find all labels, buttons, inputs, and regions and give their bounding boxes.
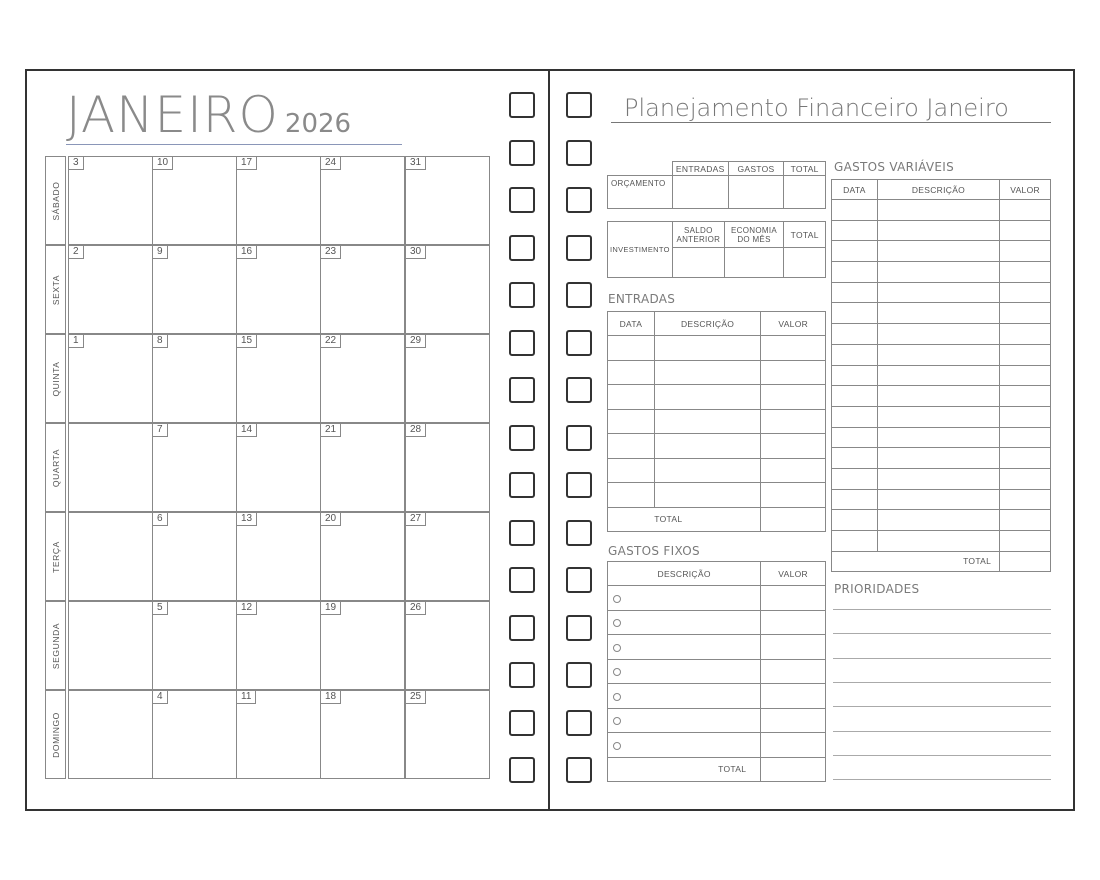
- calendar-row: [45, 156, 490, 245]
- calendar-row: [45, 601, 490, 690]
- calendar-day-cell[interactable]: [152, 245, 237, 334]
- gasto-variavel-descricao-cell[interactable]: [877, 448, 999, 469]
- binder-ring: [509, 710, 535, 736]
- gasto-variavel-data-cell[interactable]: [832, 386, 878, 407]
- gasto-variavel-data-cell[interactable]: [832, 262, 878, 283]
- gasto-variavel-row: [832, 200, 1051, 221]
- gastos-fixos-total-label: TOTAL: [608, 757, 761, 781]
- gasto-variavel-row: [832, 386, 1051, 407]
- binder-ring: [566, 615, 592, 641]
- investment-table: [607, 221, 826, 278]
- date-number: 17: [237, 157, 257, 170]
- gasto-variavel-row: [832, 324, 1051, 345]
- gasto-variavel-descricao-cell[interactable]: [877, 344, 999, 365]
- budget-row-label: ORÇAMENTO: [608, 176, 673, 209]
- prioridades-label: PRIORIDADES: [834, 582, 920, 596]
- gasto-variavel-row: [832, 531, 1051, 552]
- date-number: 22: [321, 335, 341, 348]
- gasto-variavel-valor-cell[interactable]: [1000, 386, 1051, 407]
- gasto-variavel-data-cell[interactable]: [832, 200, 878, 221]
- entradas-header-data: DATA: [608, 312, 655, 336]
- binder-ring: [509, 282, 535, 308]
- calendar-day-cell[interactable]: [236, 245, 321, 334]
- calendar-day-cell[interactable]: [236, 601, 321, 690]
- entrada-descricao-cell[interactable]: [654, 360, 761, 385]
- date-number: 28: [406, 424, 426, 437]
- gastos-fixos-total-row: [608, 757, 826, 781]
- entrada-valor-cell[interactable]: [761, 409, 826, 434]
- calendar-day-cell[interactable]: [320, 245, 405, 334]
- gasto-variavel-data-cell[interactable]: [832, 344, 878, 365]
- gasto-fixo-valor-cell[interactable]: [761, 635, 826, 660]
- gastos-fixos-header-valor: VALOR: [761, 562, 826, 586]
- gasto-variavel-data-cell[interactable]: [832, 220, 878, 241]
- gasto-variavel-data-cell[interactable]: [832, 427, 878, 448]
- gasto-variavel-data-cell[interactable]: [832, 282, 878, 303]
- binder-ring: [509, 615, 535, 641]
- budget-header-total: TOTAL: [784, 162, 826, 176]
- gasto-fixo-descricao-cell[interactable]: [608, 684, 761, 709]
- calendar-day-cell[interactable]: [152, 601, 237, 690]
- date-number: 26: [406, 602, 426, 615]
- gasto-variavel-row: [832, 344, 1051, 365]
- weekday-text: TERÇA: [50, 540, 61, 573]
- gasto-variavel-descricao-cell[interactable]: [877, 468, 999, 489]
- entrada-valor-cell[interactable]: [761, 483, 826, 508]
- prioridade-line[interactable]: [833, 658, 1051, 659]
- gasto-variavel-valor-cell[interactable]: [1000, 241, 1051, 262]
- gasto-variavel-descricao-cell[interactable]: [877, 262, 999, 283]
- entradas-header-valor: VALOR: [761, 312, 826, 336]
- date-number: 20: [321, 513, 341, 526]
- date-number: 23: [321, 246, 341, 259]
- gastos-fixos-label: GASTOS FIXOS: [608, 544, 700, 558]
- calendar-row: [45, 690, 490, 779]
- date-number: 24: [321, 157, 341, 170]
- checkbox-circle-icon[interactable]: [613, 619, 621, 627]
- investment-economia-cell[interactable]: [724, 248, 784, 278]
- gasto-variavel-data-cell[interactable]: [832, 406, 878, 427]
- entrada-row: [608, 434, 826, 459]
- gasto-variavel-descricao-cell[interactable]: [877, 220, 999, 241]
- entrada-row: [608, 385, 826, 410]
- gasto-fixo-descricao-cell[interactable]: [608, 610, 761, 635]
- gasto-variavel-descricao-cell[interactable]: [877, 303, 999, 324]
- binder-ring: [509, 235, 535, 261]
- calendar-day-cell[interactable]: [320, 423, 405, 512]
- entrada-valor-cell[interactable]: [761, 360, 826, 385]
- binder-ring: [566, 330, 592, 356]
- checkbox-circle-icon[interactable]: [613, 742, 621, 750]
- entrada-data-cell[interactable]: [608, 360, 655, 385]
- gasto-variavel-valor-cell[interactable]: [1000, 282, 1051, 303]
- date-number: 14: [237, 424, 257, 437]
- gasto-variavel-valor-cell[interactable]: [1000, 468, 1051, 489]
- weekday-text: QUINTA: [50, 360, 61, 397]
- date-number: 13: [237, 513, 257, 526]
- calendar-day-cell[interactable]: [68, 245, 153, 334]
- prioridade-line[interactable]: [833, 731, 1051, 732]
- date-number: 10: [153, 157, 173, 170]
- gastos-variaveis-total-label: TOTAL: [832, 551, 1000, 571]
- gasto-variavel-row: [832, 489, 1051, 510]
- gasto-variavel-valor-cell[interactable]: [1000, 448, 1051, 469]
- gasto-variavel-descricao-cell[interactable]: [877, 489, 999, 510]
- calendar-day-cell[interactable]: [236, 423, 321, 512]
- gastos-variaveis-total-row: [832, 551, 1051, 571]
- date-number: 7: [153, 424, 168, 437]
- entrada-row: [608, 458, 826, 483]
- gastos-fixos-table: [607, 561, 826, 782]
- calendar-day-cell[interactable]: [320, 156, 405, 245]
- gasto-fixo-valor-cell[interactable]: [761, 659, 826, 684]
- date-number: 5: [153, 602, 168, 615]
- date-number: 2: [69, 246, 84, 259]
- calendar-day-cell[interactable]: [236, 512, 321, 601]
- entradas-total-value[interactable]: [761, 507, 826, 531]
- gasto-fixo-valor-cell[interactable]: [761, 708, 826, 733]
- gasto-variavel-valor-cell[interactable]: [1000, 365, 1051, 386]
- weekday-text: SEGUNDA: [50, 622, 61, 669]
- calendar-row: [45, 423, 490, 512]
- binder-ring: [509, 330, 535, 356]
- binder-ring: [566, 472, 592, 498]
- gasto-variavel-valor-cell[interactable]: [1000, 344, 1051, 365]
- checkbox-circle-icon[interactable]: [613, 595, 621, 603]
- weekday-text: QUARTA: [50, 448, 61, 487]
- gasto-fixo-descricao-cell[interactable]: [608, 659, 761, 684]
- budget-entradas-cell[interactable]: [672, 176, 728, 209]
- binder-ring: [509, 662, 535, 688]
- date-number: 30: [406, 246, 426, 259]
- date-number: 18: [321, 691, 341, 704]
- entrada-valor-cell[interactable]: [761, 336, 826, 361]
- calendar-day-cell[interactable]: [405, 512, 490, 601]
- gasto-variavel-valor-cell[interactable]: [1000, 324, 1051, 345]
- gasto-variavel-data-cell[interactable]: [832, 303, 878, 324]
- gasto-fixo-row: [608, 635, 826, 660]
- gasto-variavel-row: [832, 220, 1051, 241]
- gasto-fixo-valor-cell[interactable]: [761, 586, 826, 611]
- gasto-variavel-valor-cell[interactable]: [1000, 510, 1051, 531]
- date-number: 11: [237, 691, 256, 704]
- calendar-day-cell[interactable]: [405, 423, 490, 512]
- date-number: 27: [406, 513, 426, 526]
- gasto-variavel-descricao-cell[interactable]: [877, 200, 999, 221]
- entrada-row: [608, 483, 826, 508]
- calendar-day-cell[interactable]: [236, 156, 321, 245]
- calendar-day-cell[interactable]: [68, 512, 153, 601]
- calendar-day-cell[interactable]: [68, 334, 153, 423]
- gasto-variavel-row: [832, 510, 1051, 531]
- gasto-variavel-data-cell[interactable]: [832, 489, 878, 510]
- gasto-variavel-descricao-cell[interactable]: [877, 510, 999, 531]
- gasto-fixo-descricao-cell[interactable]: [608, 733, 761, 758]
- calendar-row: [45, 245, 490, 334]
- binder-ring: [509, 520, 535, 546]
- budget-total-cell[interactable]: [784, 176, 826, 209]
- weekday-label: [45, 512, 66, 601]
- gasto-variavel-valor-cell[interactable]: [1000, 303, 1051, 324]
- binder-ring: [566, 757, 592, 783]
- gasto-variavel-valor-cell[interactable]: [1000, 427, 1051, 448]
- gasto-variavel-row: [832, 448, 1051, 469]
- gasto-fixo-descricao-cell[interactable]: [608, 635, 761, 660]
- binder-ring: [566, 710, 592, 736]
- entradas-label: ENTRADAS: [608, 292, 676, 306]
- gasto-variavel-data-cell[interactable]: [832, 468, 878, 489]
- date-number: 16: [237, 246, 257, 259]
- gastos-variaveis-label: GASTOS VARIÁVEIS: [834, 160, 955, 174]
- calendar-day-cell[interactable]: [320, 601, 405, 690]
- gasto-fixo-valor-cell[interactable]: [761, 610, 826, 635]
- investment-header-total: TOTAL: [784, 222, 826, 248]
- calendar-day-cell[interactable]: [320, 334, 405, 423]
- checkbox-circle-icon[interactable]: [613, 668, 621, 676]
- date-number: 29: [406, 335, 426, 348]
- binder-ring: [509, 567, 535, 593]
- gasto-variavel-data-cell[interactable]: [832, 510, 878, 531]
- binder-ring: [566, 662, 592, 688]
- gasto-variavel-data-cell[interactable]: [832, 241, 878, 262]
- binder-ring: [509, 757, 535, 783]
- calendar-day-cell[interactable]: [405, 334, 490, 423]
- gasto-variavel-descricao-cell[interactable]: [877, 282, 999, 303]
- weekday-text: SEXTA: [50, 274, 61, 305]
- date-number: 21: [321, 424, 341, 437]
- entrada-row: [608, 336, 826, 361]
- date-number: 1: [69, 335, 84, 348]
- gastos-variaveis-header-data: DATA: [832, 180, 878, 200]
- calendar-day-cell[interactable]: [320, 512, 405, 601]
- entradas-total-row: [608, 507, 826, 531]
- calendar-day-cell[interactable]: [68, 423, 153, 512]
- gasto-fixo-row: [608, 586, 826, 611]
- calendar-day-cell[interactable]: [236, 690, 321, 779]
- binder-ring: [566, 187, 592, 213]
- investment-saldo-cell[interactable]: [672, 248, 724, 278]
- entrada-descricao-cell[interactable]: [654, 483, 761, 508]
- gasto-variavel-descricao-cell[interactable]: [877, 427, 999, 448]
- gasto-fixo-valor-cell[interactable]: [761, 733, 826, 758]
- checkbox-circle-icon[interactable]: [613, 717, 621, 725]
- entradas-header-descricao: DESCRIÇÃO: [654, 312, 761, 336]
- calendar-day-cell[interactable]: [152, 156, 237, 245]
- date-number: 3: [69, 157, 84, 170]
- weekday-text: DOMINGO: [50, 711, 61, 758]
- gasto-variavel-descricao-cell[interactable]: [877, 241, 999, 262]
- finance-title: Planejamento Financeiro Janeiro: [624, 94, 1009, 122]
- binder-ring: [509, 472, 535, 498]
- checkbox-circle-icon[interactable]: [613, 693, 621, 701]
- entrada-descricao-cell[interactable]: [654, 434, 761, 459]
- gasto-fixo-row: [608, 659, 826, 684]
- gasto-variavel-valor-cell[interactable]: [1000, 220, 1051, 241]
- binder-ring: [509, 187, 535, 213]
- entrada-valor-cell[interactable]: [761, 385, 826, 410]
- budget-table: [607, 161, 826, 209]
- calendar-row: [45, 512, 490, 601]
- gasto-variavel-data-cell[interactable]: [832, 531, 878, 552]
- gastos-variaveis-header-valor: VALOR: [1000, 180, 1051, 200]
- binder-ring: [566, 282, 592, 308]
- budget-gastos-cell[interactable]: [728, 176, 784, 209]
- gasto-variavel-valor-cell[interactable]: [1000, 489, 1051, 510]
- finance-title-underline: [611, 122, 1051, 123]
- calendar-day-cell[interactable]: [405, 690, 490, 779]
- date-number: 8: [153, 335, 168, 348]
- binder-ring: [566, 92, 592, 118]
- entrada-valor-cell[interactable]: [761, 458, 826, 483]
- binder-ring: [509, 92, 535, 118]
- investment-header-economia: ECONOMIA DO MÊS: [724, 222, 784, 248]
- budget-header-gastos: GASTOS: [728, 162, 784, 176]
- gasto-variavel-data-cell[interactable]: [832, 324, 878, 345]
- checkbox-circle-icon[interactable]: [613, 644, 621, 652]
- gasto-variavel-row: [832, 262, 1051, 283]
- calendar-day-cell[interactable]: [152, 690, 237, 779]
- date-number: 15: [237, 335, 257, 348]
- gasto-variavel-descricao-cell[interactable]: [877, 324, 999, 345]
- gasto-variavel-valor-cell[interactable]: [1000, 406, 1051, 427]
- entrada-data-cell[interactable]: [608, 385, 655, 410]
- gastos-fixos-header-descricao: DESCRIÇÃO: [608, 562, 761, 586]
- gastos-variaveis-table: [831, 179, 1051, 572]
- month-heading: [66, 86, 351, 144]
- calendar-day-cell[interactable]: [405, 601, 490, 690]
- entrada-descricao-cell[interactable]: [654, 458, 761, 483]
- gasto-variavel-descricao-cell[interactable]: [877, 406, 999, 427]
- gasto-fixo-row: [608, 610, 826, 635]
- weekday-label: [45, 334, 66, 423]
- investment-total-cell[interactable]: [784, 248, 826, 278]
- binder-ring: [509, 425, 535, 451]
- binder-ring: [566, 140, 592, 166]
- gasto-variavel-valor-cell[interactable]: [1000, 200, 1051, 221]
- gasto-variavel-row: [832, 427, 1051, 448]
- planner-spine: [548, 69, 550, 811]
- gasto-fixo-valor-cell[interactable]: [761, 684, 826, 709]
- investment-header-saldo: SALDO ANTERIOR: [672, 222, 724, 248]
- calendar-day-cell[interactable]: [405, 156, 490, 245]
- binder-ring: [509, 377, 535, 403]
- prioridade-line[interactable]: [833, 779, 1051, 780]
- entrada-valor-cell[interactable]: [761, 434, 826, 459]
- entrada-data-cell[interactable]: [608, 434, 655, 459]
- prioridade-line[interactable]: [833, 682, 1051, 683]
- gasto-variavel-valor-cell[interactable]: [1000, 531, 1051, 552]
- binder-ring: [509, 140, 535, 166]
- gasto-variavel-descricao-cell[interactable]: [877, 531, 999, 552]
- gasto-fixo-row: [608, 684, 826, 709]
- month-title-underline: [66, 144, 402, 145]
- gasto-variavel-descricao-cell[interactable]: [877, 365, 999, 386]
- entrada-descricao-cell[interactable]: [654, 385, 761, 410]
- binder-ring: [566, 567, 592, 593]
- calendar-day-cell[interactable]: [152, 334, 237, 423]
- gasto-variavel-row: [832, 241, 1051, 262]
- gasto-variavel-valor-cell[interactable]: [1000, 262, 1051, 283]
- gasto-fixo-row: [608, 708, 826, 733]
- weekday-label: [45, 156, 66, 245]
- binder-ring: [566, 425, 592, 451]
- investment-row-label: INVESTIMENTO: [608, 222, 673, 278]
- gasto-variavel-descricao-cell[interactable]: [877, 386, 999, 407]
- prioridade-line[interactable]: [833, 755, 1051, 756]
- calendar-day-cell[interactable]: [236, 334, 321, 423]
- entrada-descricao-cell[interactable]: [654, 409, 761, 434]
- gastos-variaveis-total-value[interactable]: [1000, 551, 1051, 571]
- date-number: 4: [153, 691, 168, 704]
- calendar-day-cell[interactable]: [68, 601, 153, 690]
- weekday-label: [45, 245, 66, 334]
- entradas-total-label: TOTAL: [608, 507, 761, 531]
- gasto-variavel-data-cell[interactable]: [832, 365, 878, 386]
- entrada-row: [608, 360, 826, 385]
- date-number: 19: [321, 602, 341, 615]
- entrada-data-cell[interactable]: [608, 409, 655, 434]
- entradas-table: [607, 311, 826, 532]
- calendar-day-cell[interactable]: [152, 423, 237, 512]
- budget-header-entradas: ENTRADAS: [672, 162, 728, 176]
- calendar-day-cell[interactable]: [405, 245, 490, 334]
- binder-ring: [566, 377, 592, 403]
- prioridade-line[interactable]: [833, 609, 1051, 610]
- gasto-variavel-row: [832, 468, 1051, 489]
- gasto-fixo-row: [608, 733, 826, 758]
- date-number: 9: [153, 246, 168, 259]
- date-number: 12: [237, 602, 257, 615]
- calendar-day-cell[interactable]: [320, 690, 405, 779]
- entrada-data-cell[interactable]: [608, 483, 655, 508]
- prioridade-line[interactable]: [833, 633, 1051, 634]
- gasto-variavel-row: [832, 282, 1051, 303]
- month-name: JANEIRO: [66, 86, 279, 144]
- gasto-fixo-descricao-cell[interactable]: [608, 586, 761, 611]
- date-number: 31: [406, 157, 426, 170]
- entrada-data-cell[interactable]: [608, 458, 655, 483]
- calendar-row: [45, 334, 490, 423]
- gasto-variavel-data-cell[interactable]: [832, 448, 878, 469]
- binder-ring: [566, 235, 592, 261]
- weekday-label: [45, 601, 66, 690]
- weekday-label: [45, 690, 66, 779]
- prioridade-line[interactable]: [833, 706, 1051, 707]
- date-number: 25: [406, 691, 426, 704]
- weekday-text: SÁBADO: [50, 180, 61, 221]
- entrada-row: [608, 409, 826, 434]
- calendar-day-cell[interactable]: [152, 512, 237, 601]
- entrada-data-cell[interactable]: [608, 336, 655, 361]
- date-number: 6: [153, 513, 168, 526]
- gasto-variavel-row: [832, 365, 1051, 386]
- gasto-variavel-row: [832, 406, 1051, 427]
- calendar-day-cell[interactable]: [68, 690, 153, 779]
- gastos-variaveis-header-descricao: DESCRIÇÃO: [877, 180, 999, 200]
- gasto-variavel-row: [832, 303, 1051, 324]
- weekday-label: [45, 423, 66, 512]
- calendar-day-cell[interactable]: [68, 156, 153, 245]
- binder-ring: [566, 520, 592, 546]
- entrada-descricao-cell[interactable]: [654, 336, 761, 361]
- gasto-fixo-descricao-cell[interactable]: [608, 708, 761, 733]
- month-year: 2026: [284, 109, 352, 139]
- gastos-fixos-total-value[interactable]: [761, 757, 826, 781]
